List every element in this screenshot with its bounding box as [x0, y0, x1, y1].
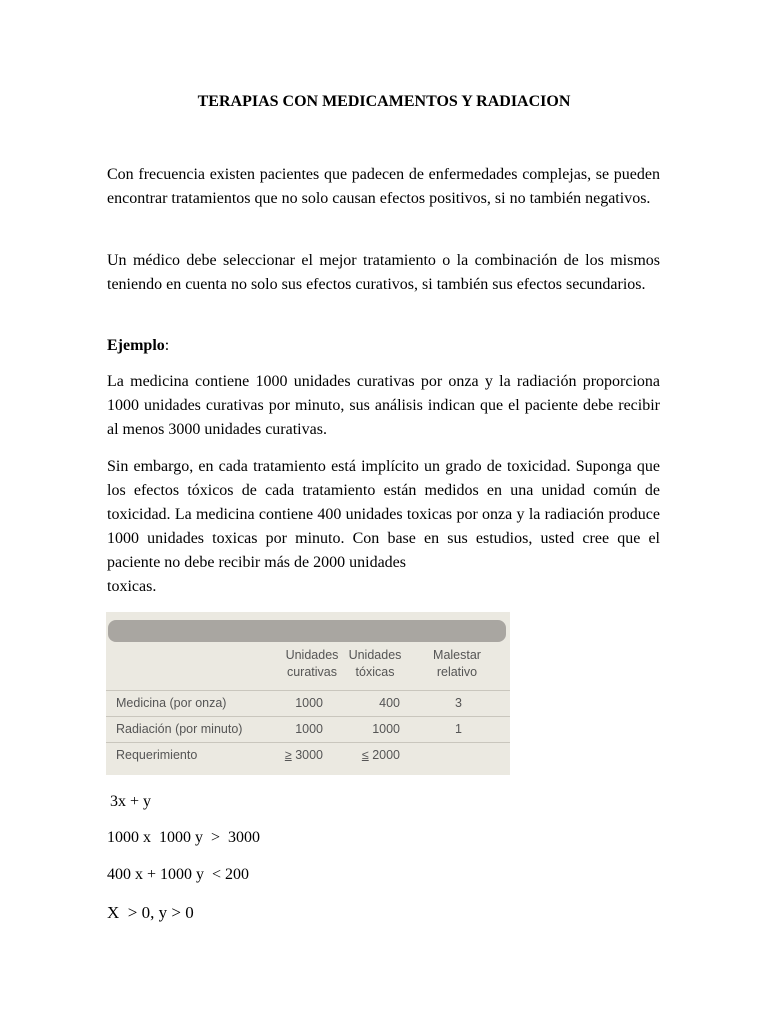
header-toxic-line1: Unidades	[348, 648, 402, 662]
cell-toxic-value: 2000	[372, 748, 400, 762]
treatment-table	[106, 612, 510, 775]
header-curative-line2: curativas	[286, 665, 338, 679]
row-label: Radiación (por minuto)	[116, 722, 243, 736]
table-divider	[106, 690, 510, 691]
cell-discomfort: 1	[455, 722, 462, 736]
table-header-bar	[108, 620, 506, 642]
cell-curative: 1000	[295, 696, 323, 710]
header-discomfort-line2: relativo	[436, 665, 478, 679]
header-discomfort-line1: Malestar	[433, 648, 481, 662]
paragraph-intro: Con frecuencia existen pacientes que padecen de enfermedades complejas, se pueden encontrar tratamientos que no solo causan efectos positivos, si no también negativos.	[107, 166, 660, 207]
table-divider	[106, 716, 510, 717]
cell-toxic: 1000	[372, 722, 400, 736]
paragraph-example-curative: La medicina contiene 1000 unidades curativas por onza y la radiación proporciona 1000 unidades curativas por minuto, sus análisis indican que el paciente debe recibir al menos 3000 unidades curativas.	[107, 373, 660, 438]
lte-symbol: ≤	[361, 748, 369, 762]
paragraph-toxicity-text: Sin embargo, en cada tratamiento está implícito un grado de toxicidad. Suponga que los efectos tóxicos de cada tratamiento están medidos en una unidad común de toxicidad. La medicina contiene 400 unidades toxicas por onza y la radiación produce 1000 unidades toxicas por minuto. Con base en sus estudios, usted cree que el paciente no debe recibir más de 2000 unidades	[107, 458, 660, 571]
header-discomfort	[422, 647, 492, 681]
objective-expression: 3x + y	[110, 793, 152, 810]
table-row	[106, 744, 510, 768]
cell-curative	[266, 748, 323, 762]
constraint-curative: 1000 x 1000 y > 3000	[107, 829, 261, 846]
gte-symbol: ≥	[284, 748, 292, 762]
header-curative-line1: Unidades	[285, 648, 339, 662]
cell-curative: 1000	[295, 722, 323, 736]
cell-toxic	[346, 748, 400, 762]
table-divider	[106, 742, 510, 743]
paragraph-toxicity-last: toxicas.	[107, 578, 157, 595]
header-toxic	[342, 647, 408, 681]
document-title: TERAPIAS CON MEDICAMENTOS Y RADIACION	[197, 93, 571, 110]
paragraph-doctor: Un médico debe seleccionar el mejor tratamiento o la combinación de los mismos teniendo en cuenta no solo sus efectos curativos, si también sus efectos secundarios.	[107, 252, 660, 293]
paragraph-example-toxicity	[107, 455, 660, 599]
table-row	[106, 692, 510, 716]
cell-curative-value: 3000	[295, 748, 323, 762]
row-label: Requerimiento	[116, 748, 198, 762]
table-row	[106, 718, 510, 742]
example-colon: :	[164, 337, 170, 354]
cell-toxic: 400	[379, 696, 400, 710]
header-toxic-line2: tóxicas	[355, 665, 395, 679]
cell-discomfort: 3	[455, 696, 462, 710]
example-label: Ejemplo	[107, 337, 165, 354]
constraint-toxic: 400 x + 1000 y < 200	[107, 866, 250, 883]
row-label: Medicina (por onza)	[116, 696, 227, 710]
constraint-nonnegativity: X > 0, y > 0	[107, 903, 194, 922]
example-heading	[107, 334, 660, 358]
